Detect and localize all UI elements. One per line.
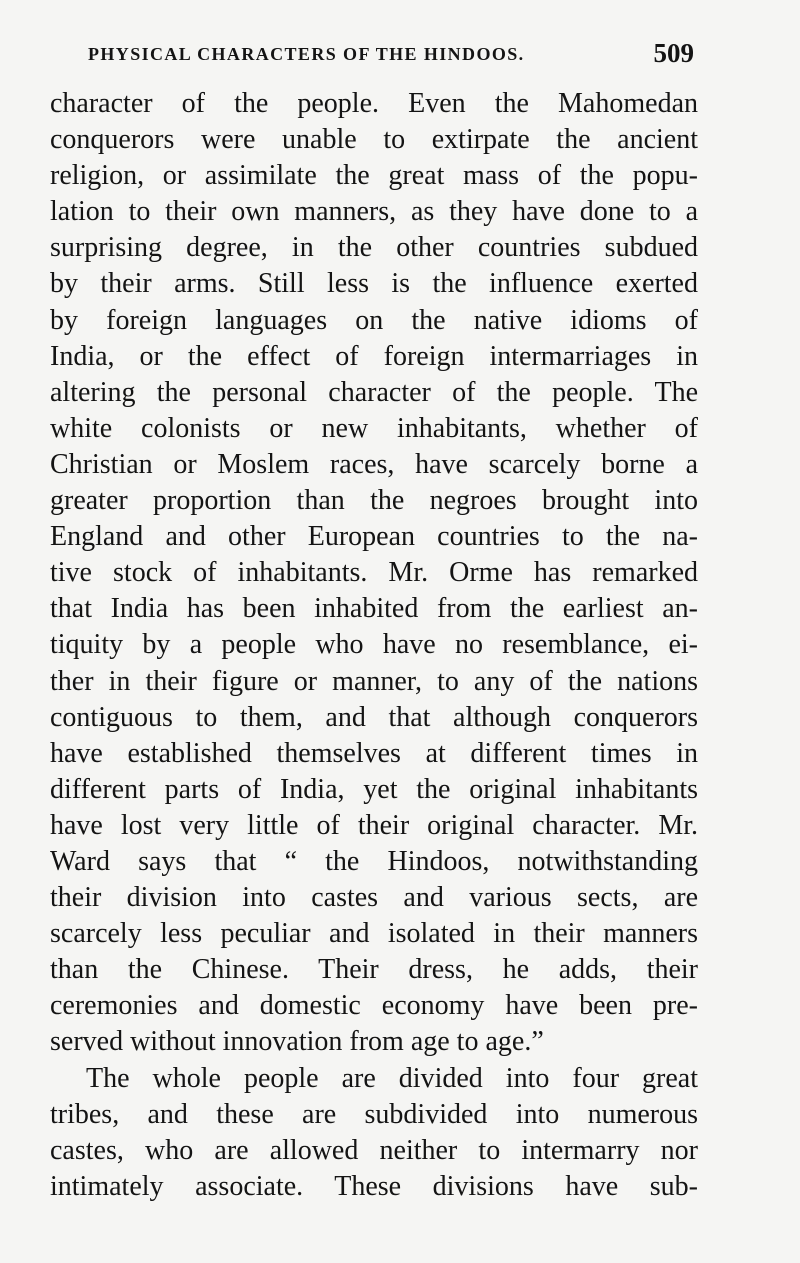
running-head bbox=[88, 38, 694, 74]
text-line: lation to their own manners, as they have done to a bbox=[50, 196, 698, 228]
text-line: by foreign languages on the native idioms of bbox=[50, 304, 698, 336]
text-line: that India has been inhabited from the earliest an- bbox=[50, 593, 698, 625]
text-line: ceremonies and domestic economy have been pre- bbox=[50, 990, 698, 1022]
text-line: Christian or Moslem races, have scarcely borne a bbox=[50, 448, 698, 480]
text-line: have established themselves at different times in bbox=[50, 737, 698, 769]
text-line: intimately associate. These divisions have sub- bbox=[50, 1170, 698, 1202]
text-line: conquerors were unable to extirpate the ancient bbox=[50, 124, 698, 156]
text-line: tribes, and these are subdivided into numerous bbox=[50, 1098, 698, 1130]
page-number: 509 bbox=[653, 38, 694, 68]
text-line: England and other European countries to the na- bbox=[50, 521, 698, 553]
text-line: ther in their figure or manner, to any of the nations bbox=[50, 665, 698, 697]
text-line: tiquity by a people who have no resemblance, ei- bbox=[50, 629, 698, 661]
text-line: India, or the effect of foreign intermarriages in bbox=[50, 340, 698, 372]
text-line: scarcely less peculiar and isolated in their manners bbox=[50, 918, 698, 950]
text-line: contiguous to them, and that although conquerors bbox=[50, 701, 698, 733]
paragraph bbox=[50, 86, 698, 1061]
text-line: The whole people are divided into four great bbox=[86, 1062, 698, 1094]
text-line: Ward says that “ the Hindoos, notwithstanding bbox=[50, 845, 698, 877]
text-line: surprising degree, in the other countries subdued bbox=[50, 232, 698, 264]
text-line: their division into castes and various sects, are bbox=[50, 882, 698, 914]
text-line: tive stock of inhabitants. Mr. Orme has remarked bbox=[50, 557, 698, 589]
body-text bbox=[50, 86, 698, 1205]
text-line: served without innovation from age to age.” bbox=[50, 1026, 544, 1058]
text-line: character of the people. Even the Mahomedan bbox=[50, 88, 698, 119]
text-line: have lost very little of their original character. Mr. bbox=[50, 809, 698, 841]
text-line: white colonists or new inhabitants, whether of bbox=[50, 412, 698, 444]
text-line: than the Chinese. Their dress, he adds, their bbox=[50, 954, 698, 986]
running-title: PHYSICAL CHARACTERS OF THE HINDOOS. bbox=[88, 44, 525, 64]
text-line: by their arms. Still less is the influence exerted bbox=[50, 268, 698, 300]
text-line: different parts of India, yet the original inhabitants bbox=[50, 773, 698, 805]
paragraph bbox=[50, 1061, 698, 1205]
text-line: altering the personal character of the people. The bbox=[50, 376, 698, 408]
text-line: castes, who are allowed neither to intermarry nor bbox=[50, 1134, 698, 1166]
text-line: greater proportion than the negroes brought into bbox=[50, 485, 698, 517]
text-line: religion, or assimilate the great mass of the popu- bbox=[50, 160, 698, 192]
